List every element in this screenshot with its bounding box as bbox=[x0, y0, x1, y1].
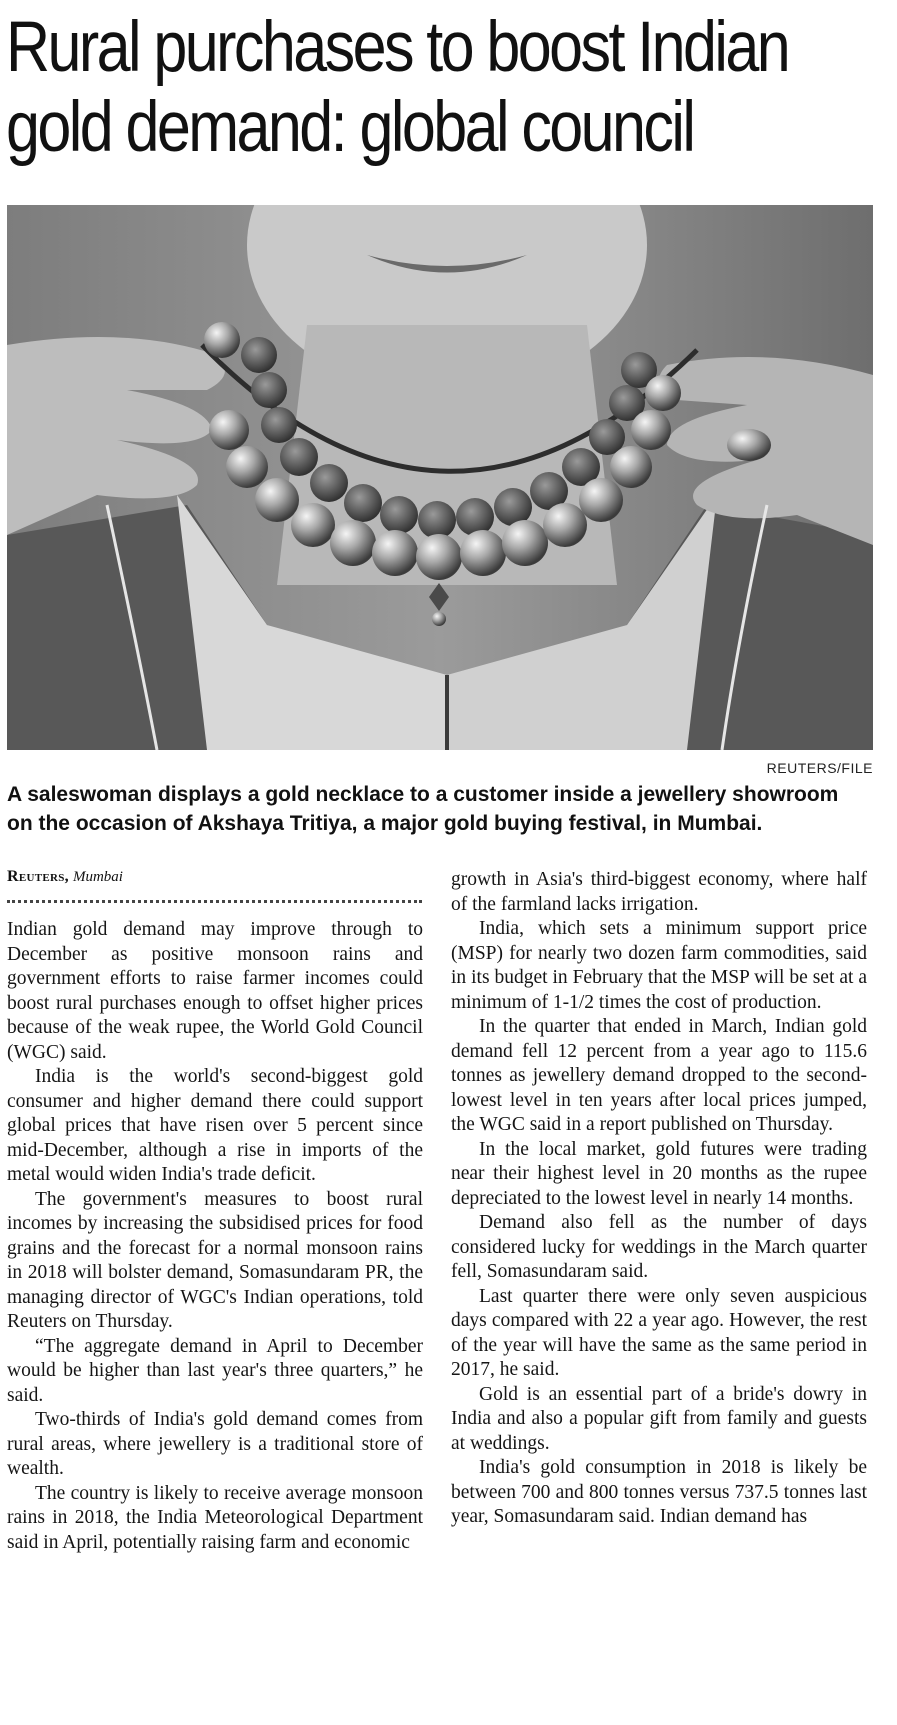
headline bbox=[6, 8, 789, 168]
paragraph: growth in Asia's third-biggest economy, where half of the farmland lacks irrigation. bbox=[451, 869, 867, 915]
paragraph: India, which sets a minimum support price (MSP) for nearly two dozen farm commodities, said in its budget in February that the MSP will be set at a minimum of 1-1/2 times the cost of production. bbox=[451, 918, 867, 1013]
paragraph: India's gold consumption in 2018 is likely be between 700 and 800 tonnes versus 737.5 tonnes last year, Somasundaram said. Indian demand has bbox=[451, 1457, 867, 1527]
caption-line-1: A saleswoman displays a gold necklace to a customer inside a jewellery showroom bbox=[7, 783, 839, 806]
paragraph: Indian gold demand may improve through to December as positive monsoon rains and government efforts to raise farmer incomes could boost rural purchases enough to offset higher prices because of the weak rupee, the World Gold Council (WGC) said. bbox=[7, 919, 423, 1063]
byline-divider bbox=[7, 900, 422, 903]
article-column-left bbox=[7, 918, 423, 1555]
byline bbox=[7, 868, 123, 886]
paragraph: Gold is an essential part of a bride's dowry in India and also a popular gift from family and guests at weddings. bbox=[451, 1383, 867, 1454]
paragraph: India is the world's second-biggest gold consumer and higher demand there could support global prices that have risen over 5 percent since mid-December, although a rise in imports of the metal would widen India's trade deficit. bbox=[7, 1066, 423, 1185]
byline-place: Mumbai bbox=[72, 869, 123, 885]
photo-caption bbox=[7, 780, 873, 838]
paragraph: Two-thirds of India's gold demand comes from rural areas, where jewellery is a traditional store of wealth. bbox=[7, 1409, 423, 1479]
byline-agency: Reuters, bbox=[7, 868, 69, 885]
paragraph: The country is likely to receive average monsoon rains in 2018, the India Meteorological Department said in April, potentially raising farm and economic bbox=[7, 1482, 423, 1553]
necklace-photo-illustration bbox=[7, 205, 873, 750]
headline-line-1: Rural purchases to boost Indian bbox=[6, 8, 789, 87]
paragraph: In the quarter that ended in March, Indian gold demand fell 12 percent from a year ago to 115.6 tonnes as jewellery demand dropped to the second-lowest level in ten years after local prices jumped, the WGC said in a report published on Thursday. bbox=[451, 1016, 867, 1135]
photo-credit: REUTERS/FILE bbox=[766, 760, 873, 776]
article-column-right bbox=[451, 868, 867, 1530]
paragraph: The government's measures to boost rural incomes by increasing the subsidised prices for food grains and the forecast for a normal monsoon rains in 2018 will bolster demand, Somasundaram PR, the managing director of WGC's Indian operations, told Reuters on Thursday. bbox=[7, 1188, 423, 1332]
caption-line-2: on the occasion of Akshaya Tritiya, a major gold buying festival, in Mumbai. bbox=[7, 812, 763, 835]
headline-line-2: gold demand: global council bbox=[6, 88, 694, 167]
paragraph: “The aggregate demand in April to December would be higher than last year's three quarters,” he said. bbox=[7, 1335, 423, 1406]
paragraph: Demand also fell as the number of days considered lucky for weddings in the March quarter fell, Somasundaram said. bbox=[451, 1212, 867, 1282]
paragraph: Last quarter there were only seven auspicious days compared with 22 a year ago. However, the rest of the year will have the same as the same period in 2017, he said. bbox=[451, 1285, 867, 1380]
paragraph: In the local market, gold futures were trading near their highest level in 20 months as the rupee depreciated to the lowest level in nearly 14 months. bbox=[451, 1138, 867, 1209]
news-photo bbox=[7, 205, 873, 750]
